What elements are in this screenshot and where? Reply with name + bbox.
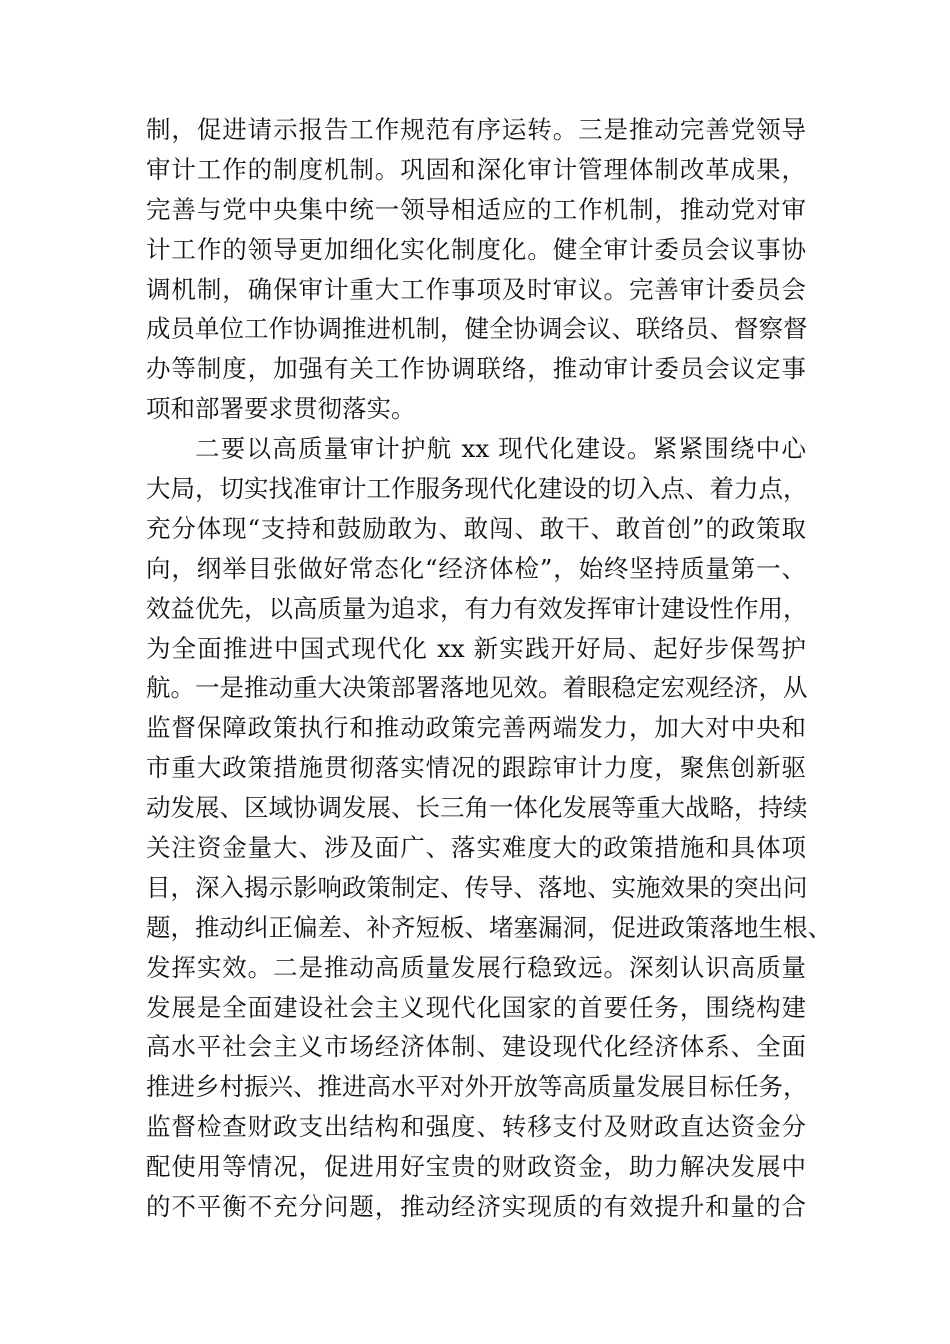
text-line: 完善与党中央集中统一领导相适应的工作机制，推动党对审 bbox=[146, 194, 806, 224]
text-line: 发挥实效。二是推动高质量发展行稳致远。深刻认识高质量 bbox=[146, 952, 806, 982]
text-line: 高水平社会主义市场经济体制、建设现代化经济体系、全面 bbox=[146, 1032, 806, 1062]
text-line: 效益优先，以高质量为追求，有力有效发挥审计建设性作用， bbox=[146, 593, 808, 623]
text-line: 大局，切实找准审计工作服务现代化建设的切入点、着力点， bbox=[146, 474, 808, 504]
text-line: 市重大政策措施贯彻落实情况的跟踪审计力度，聚焦创新驱 bbox=[146, 753, 806, 783]
text-line: 配使用等情况，促进用好宝贵的财政资金，助力解决发展中 bbox=[146, 1152, 806, 1182]
text-line: 题，推动纠正偏差、补齐短板、堵塞漏洞，促进政策落地生根、 bbox=[146, 912, 832, 942]
text-line: 监督保障政策执行和推动政策完善两端发力，加大对中央和 bbox=[146, 713, 806, 743]
text-line: 办等制度，加强有关工作协调联络，推动审计委员会议定事 bbox=[146, 354, 806, 384]
text-line: 成员单位工作协调推进机制，健全协调会议、联络员、督察督 bbox=[146, 314, 808, 344]
text-line: 计工作的领导更加细化实化制度化。健全审计委员会议事协 bbox=[146, 234, 806, 264]
text-line: 航。一是推动重大决策部署落地见效。着眼稳定宏观经济，从 bbox=[146, 673, 808, 703]
text-line: 调机制，确保审计重大工作事项及时审议。完善审计委员会 bbox=[146, 274, 806, 304]
text-line: 的不平衡不充分问题，推动经济实现质的有效提升和量的合 bbox=[146, 1192, 806, 1222]
text-line: 目，深入揭示影响政策制定、传导、落地、实施效果的突出问 bbox=[146, 872, 808, 902]
body-text bbox=[146, 110, 832, 1227]
text-line: 关注资金量大、涉及面广、落实难度大的政策措施和具体项 bbox=[146, 833, 806, 863]
paragraph-first-line: 二要以高质量审计护航 xx 现代化建设。紧紧围绕中心 bbox=[195, 434, 806, 464]
text-line: 监督检查财政支出结构和强度、转移支付及财政直达资金分 bbox=[146, 1112, 806, 1142]
text-line: 制，促进请示报告工作规范有序运转。三是推动完善党领导 bbox=[146, 115, 806, 144]
text-line: 向，纲举目张做好常态化“经济体检”，始终坚持质量第一、 bbox=[146, 553, 806, 583]
text-line: 审计工作的制度机制。巩固和深化审计管理体制改革成果， bbox=[146, 154, 806, 184]
text-line: 为全面推进中国式现代化 xx 新实践开好局、起好步保驾护 bbox=[146, 633, 806, 663]
text-line: 动发展、区域协调发展、长三角一体化发展等重大战略，持续 bbox=[146, 793, 808, 823]
text-line: 充分体现“支持和鼓励敢为、敢闯、敢干、敢首创”的政策取 bbox=[146, 513, 806, 543]
paragraph-end-line: 项和部署要求贯彻落实。 bbox=[146, 394, 416, 424]
text-line: 推进乡村振兴、推进高水平对外开放等高质量发展目标任务， bbox=[146, 1072, 808, 1102]
text-line: 发展是全面建设社会主义现代化国家的首要任务，围绕构建 bbox=[146, 992, 806, 1022]
